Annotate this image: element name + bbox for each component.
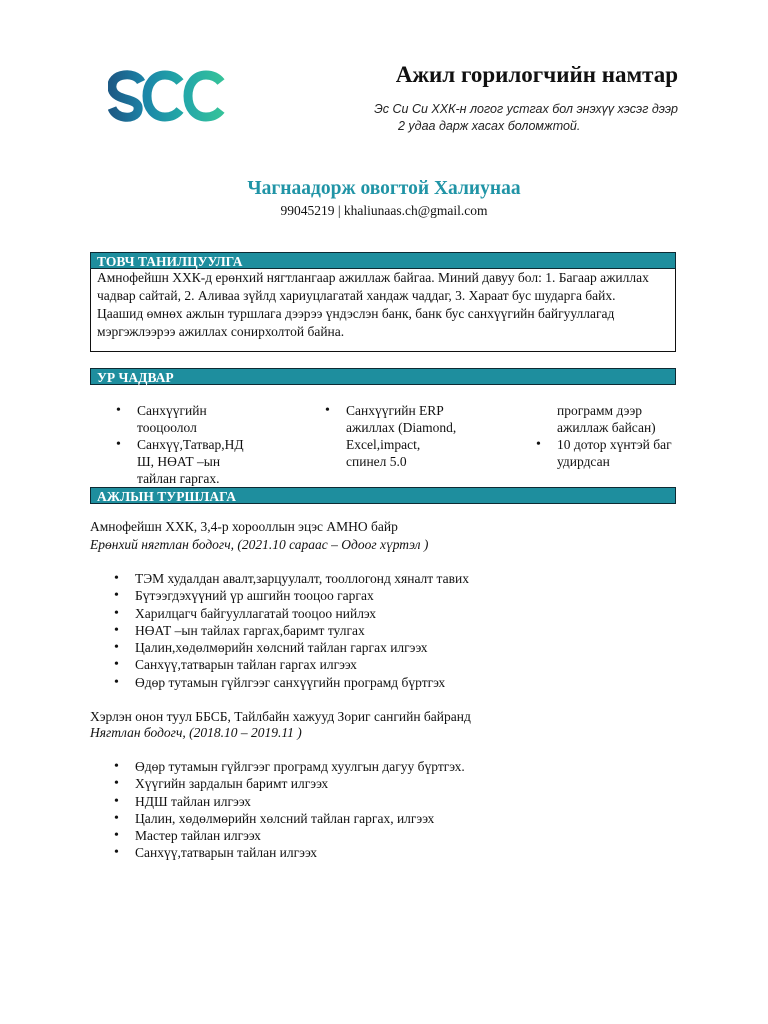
note-line: 2 удаа дарж хасах боломжтой. bbox=[398, 119, 581, 133]
skill-text: Санхүү,Татвар,НД bbox=[137, 437, 244, 452]
summary-box bbox=[90, 269, 676, 352]
duty-item: • Өдөр тутамын гүйлгээг санхүүгийн програмд бүртгэх bbox=[114, 674, 674, 691]
summary-line: чадвар сайтай, 2. Аливаа зүйлд хариуцлагатай хандаж чаддаг, 3. Хараат бус шударга байх. bbox=[97, 288, 616, 303]
job-role: Нягтлан бодогч, (2018.10 – 2019.11 ) bbox=[90, 725, 302, 740]
document-title: Ажил горилогчийн намтар bbox=[395, 62, 678, 87]
skills-heading: УР ЧАДВАР bbox=[90, 368, 676, 385]
candidate-name: Чагнаадорж овогтой Халиунаа bbox=[247, 178, 521, 199]
company-logo bbox=[108, 68, 228, 130]
skill-item bbox=[325, 402, 485, 470]
experience-heading: АЖЛЫН ТУРШЛАГА bbox=[90, 487, 676, 504]
duty-item: • Харилцагч байгууллагатай тооцоо нийлэх bbox=[114, 605, 674, 622]
skill-text: Санхүүгийн bbox=[137, 403, 207, 418]
note-line: Эс Си Си ХХК-н логог устгах бол энэхүү хэсэг дээр bbox=[374, 102, 678, 116]
skill-text: ажиллах (Diamond, bbox=[346, 420, 457, 435]
duty-item: • Санхүү,татварын тайлан гаргах илгээх bbox=[114, 656, 674, 673]
logo-removal-note bbox=[340, 101, 678, 135]
duty-item: • НДШ тайлан илгээх bbox=[114, 793, 674, 810]
skills-column-3 bbox=[536, 402, 686, 470]
job-duties bbox=[114, 758, 674, 862]
skill-text: тооцоолол bbox=[137, 420, 197, 435]
skill-text: спинел 5.0 bbox=[346, 454, 407, 469]
summary-line: мэргэжлээрээ ажиллах сонирхолтой байна. bbox=[97, 324, 345, 339]
summary-heading: ТОВЧ ТАНИЛЦУУЛГА bbox=[90, 252, 676, 269]
skills-column-2 bbox=[325, 402, 485, 470]
skill-text: программ дээр bbox=[557, 403, 643, 418]
skill-item bbox=[116, 402, 266, 436]
skill-item bbox=[536, 436, 686, 470]
skill-text: Санхүүгийн ERP bbox=[346, 403, 444, 418]
skill-text: Excel,impact, bbox=[346, 437, 421, 452]
job-organization: Амнофейшн ХХК, 3,4-р хорооллын эцэс АМНО байр bbox=[90, 519, 398, 534]
duty-item: • Өдөр тутамын гүйлгээг програмд хуулгын дагуу бүртгэх. bbox=[114, 758, 674, 775]
skill-item bbox=[536, 402, 686, 436]
job-duties bbox=[114, 570, 674, 691]
duty-item: • Бүтээгдэхүүний үр ашгийн тооцоо гаргах bbox=[114, 587, 674, 604]
duty-item: • НӨАТ –ын тайлах гаргах,баримт тулгах bbox=[114, 622, 674, 639]
skills-column-1 bbox=[116, 402, 266, 487]
job-role: Ерөнхий нягтлан бодогч, (2021.10 сараас – Одоог хүртэл ) bbox=[90, 537, 429, 552]
skill-text: ажиллаж байсан) bbox=[557, 420, 656, 435]
duty-item: • ТЭМ худалдан авалт,зарцуулалт, тооллогонд хяналт тавих bbox=[114, 570, 674, 587]
summary-line: Цаашид өмнөх ажлын туршлага дээрээ үндэслэн банк, банк бус санхүүгийн байгууллагад bbox=[97, 306, 615, 321]
duty-item: • Цалин, хөдөлмөрийн хөлсний тайлан гаргах, илгээх bbox=[114, 810, 674, 827]
skill-item bbox=[116, 436, 266, 487]
duty-item: • Цалин,хөдөлмөрийн хөлсний тайлан гаргах илгээх bbox=[114, 639, 674, 656]
skill-text: тайлан гаргах. bbox=[137, 471, 220, 486]
job-organization: Хэрлэн онон туул ББСБ, Тайлбайн хажууд Зориг сангийн байранд bbox=[90, 709, 471, 724]
duty-item: • Хүүгийн зардалын баримт илгээх bbox=[114, 775, 674, 792]
duty-item: • Санхүү,татварын тайлан илгээх bbox=[114, 844, 674, 861]
skill-text: удирдсан bbox=[557, 454, 610, 469]
skill-text: 10 дотор хүнтэй баг bbox=[557, 437, 672, 452]
summary-line: Амнофейшн ХХК-д ерөнхий нягтлангаар ажиллаж байгаа. Миний давуу бол: 1. Багаар ажиллах bbox=[97, 270, 649, 285]
contact-info: 99045219 | khaliunaas.ch@gmail.com bbox=[280, 203, 488, 218]
skill-text: Ш, НӨАТ –ын bbox=[137, 454, 221, 469]
duty-item: • Мастер тайлан илгээх bbox=[114, 827, 674, 844]
